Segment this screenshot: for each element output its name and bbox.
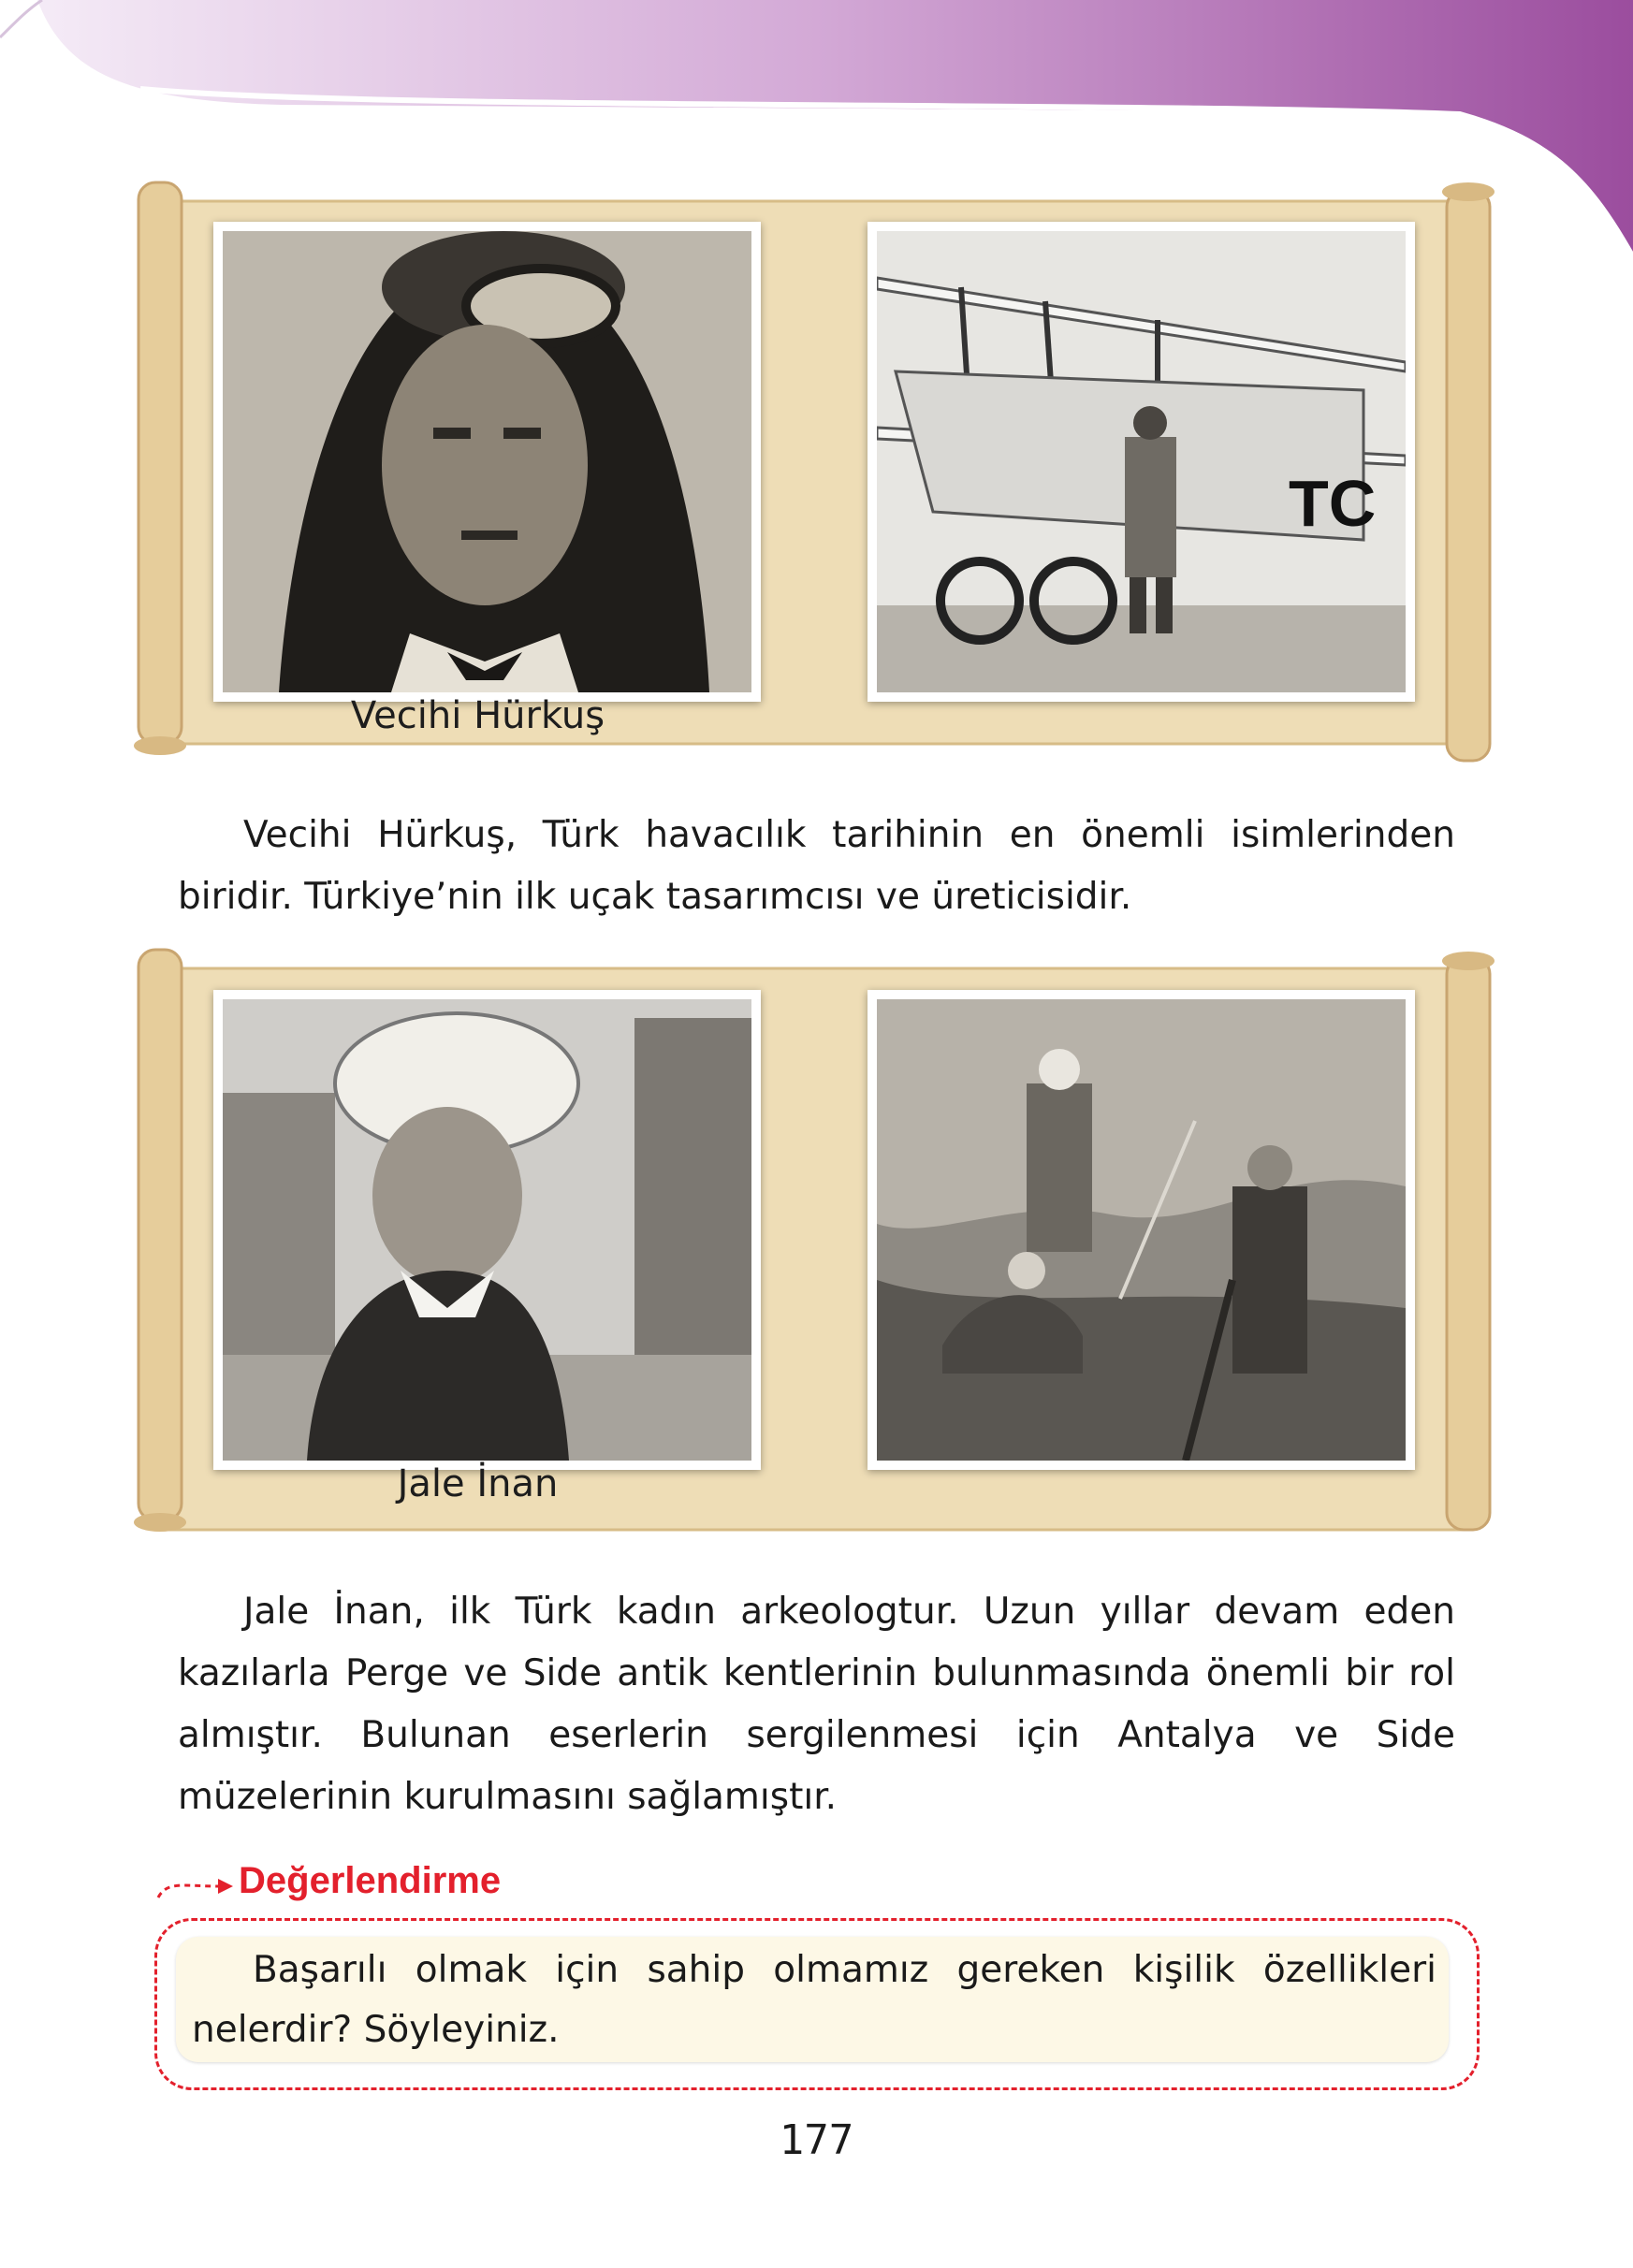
vecihi-hurkus-caption: Vecihi Hürkuş — [350, 694, 605, 737]
vecihi-hurkus-paragraph: Vecihi Hürkuş, Türk havacılık tarihinin en önemli isimlerinden biridir. Türkiye’nin ilk uçak tasarımcısı ve üreticisidir. — [178, 814, 1455, 918]
jale-inan-portrait-photo — [213, 990, 761, 1470]
dashed-arrow-icon — [154, 1873, 239, 1901]
page-number: 177 — [779, 2116, 854, 2164]
evaluation-question-text: Başarılı olmak için sahip olmamız gereken kişilik özellikleri nelerdir? Söyleyiniz. — [192, 1949, 1436, 2051]
jale-inan-caption: Jale İnan — [397, 1462, 559, 1505]
evaluation-title: Değerlendirme — [239, 1860, 502, 1901]
svg-text:TC: TC — [1289, 467, 1377, 540]
jale-inan-paragraph: Jale İnan, ilk Türk kadın arkeologtur. Uzun yıllar devam eden kazılarla Perge ve Side antik kentlerinin bulunmasında önemli bir rol almıştır. Bulunan eserlerin sergilenmesi için Antalya ve Side müzelerinin kurulmasını sağlamıştır. — [178, 1591, 1455, 1818]
excavation-photo — [868, 990, 1415, 1470]
vecihi-hurkus-portrait-photo — [213, 222, 761, 702]
biplane-photo — [868, 222, 1415, 702]
